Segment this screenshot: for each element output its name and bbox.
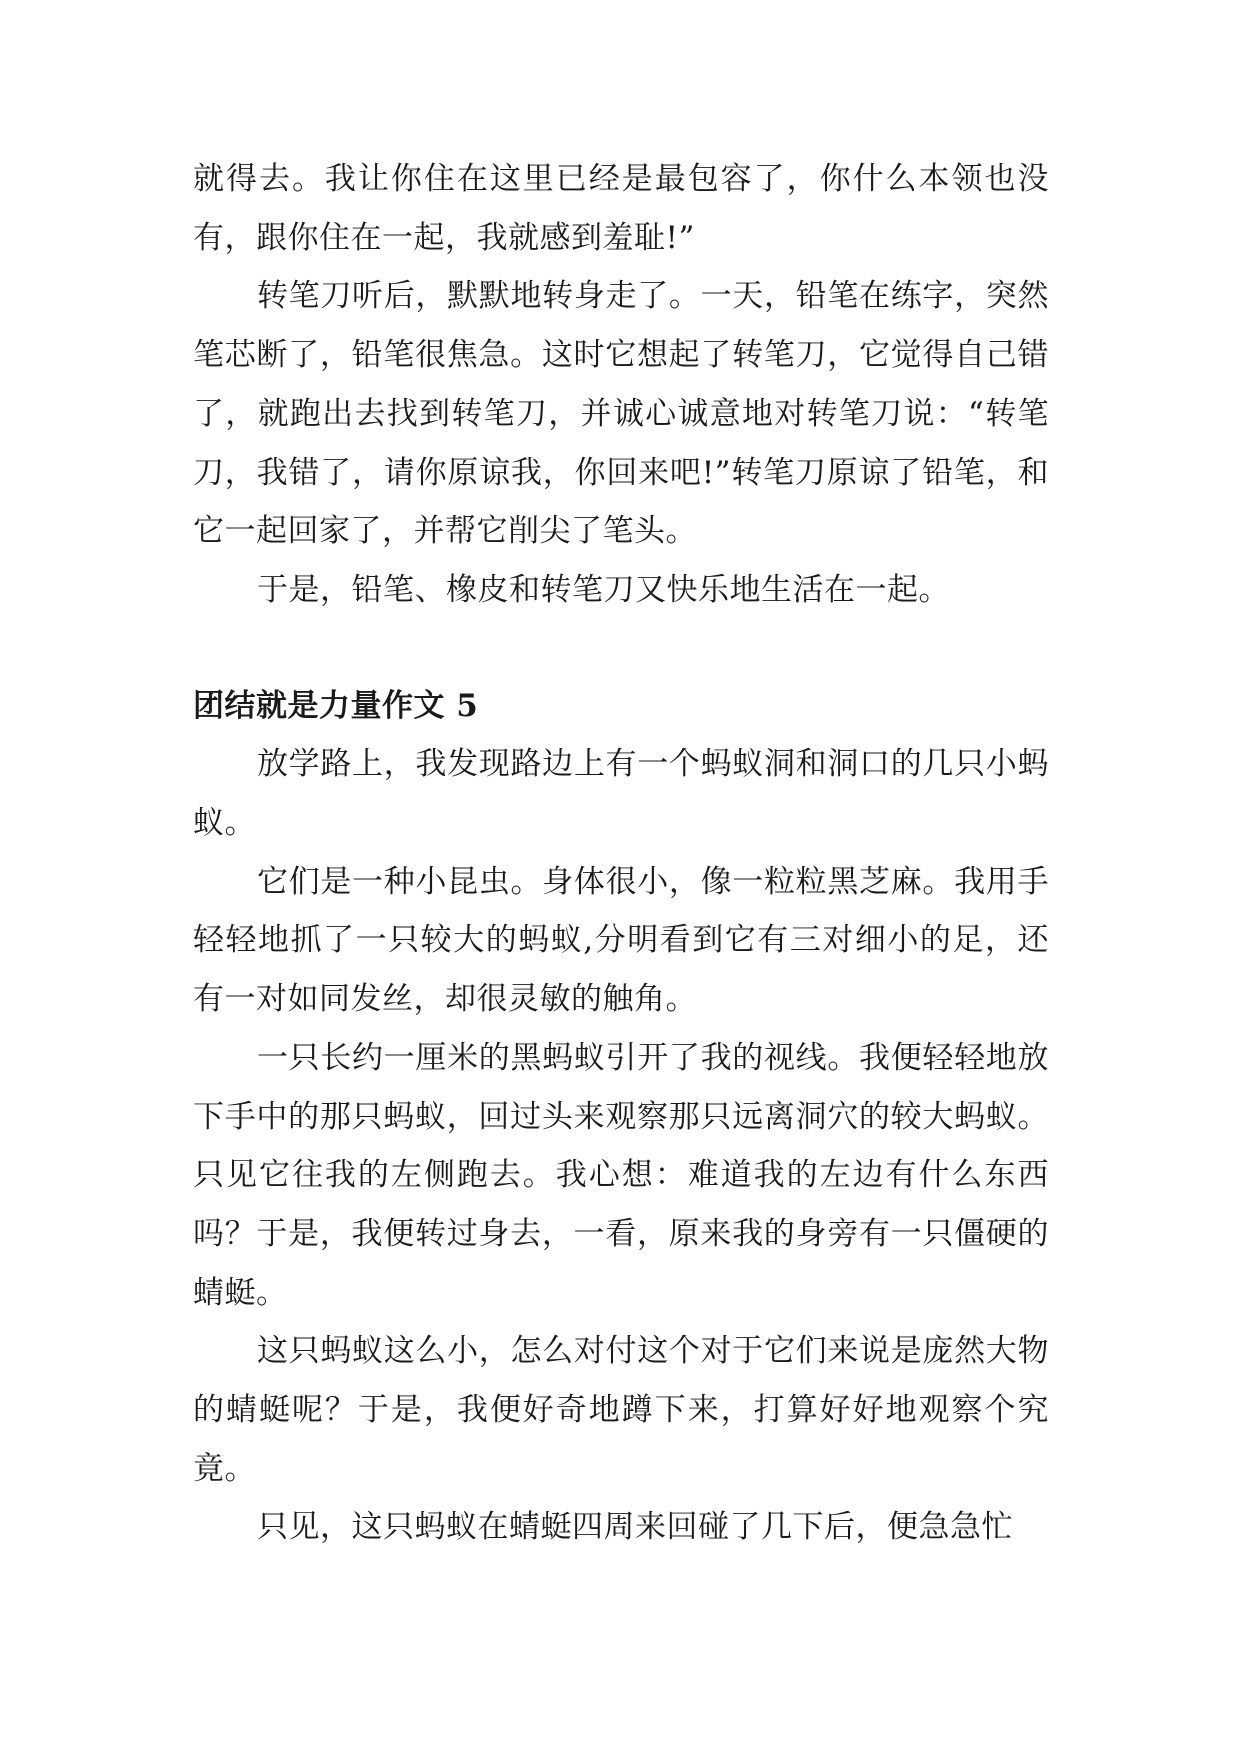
paragraph: 转笔刀听后，默默地转身走了。一天，铅笔在练字，突然笔芯断了，铅笔很焦急。这时它想起了转笔刀，它觉得自己错了，就跑出去找到转笔刀，并诚心诚意地对转笔刀说：“转笔刀，我错了，请你原谅我，你回来吧!”转笔刀原谅了铅笔，和它一起回家了，并帮它削尖了笔头。 <box>193 278 1049 550</box>
paragraph: 这只蚂蚁这么小，怎么对付这个对于它们来说是庞然大物的蜻蜓呢？于是，我便好奇地蹲下来，打算好好地观察个究竟。 <box>193 1333 1049 1487</box>
section-spacer <box>193 620 1049 677</box>
paragraph: 它们是一种小昆虫。身体很小，像一粒粒黑芝麻。我用手轻轻地抓了一只较大的蚂蚁,分明看到它有三对细小的足，还有一对如同发丝，却很灵敏的触角。 <box>193 863 1049 1018</box>
paragraph-continuation: 就得去。我让你住在这里已经是最包容了，你什么本领也没有，跟你住在一起，我就感到羞耻!” <box>193 161 1049 256</box>
essay-title: 团结就是力量作文 5 <box>193 687 479 724</box>
paragraph: 放学路上，我发现路边上有一个蚂蚁洞和洞口的几只小蚂蚁。 <box>193 746 1049 842</box>
paragraph: 只见，这只蚂蚁在蜻蜓四周来回碰了几下后，便急急忙 <box>257 1509 1013 1546</box>
paragraph: 于是，铅笔、橡皮和转笔刀又快乐地生活在一起。 <box>257 571 950 608</box>
paragraph: 一只长约一厘米的黑蚂蚁引开了我的视线。我便轻轻地放下手中的那只蚂蚁，回过头来观察那只远离洞穴的较大蚂蚁。只见它往我的左侧跑去。我心想：难道我的左边有什么东西吗？于是，我便转过身去，一看，原来我的身旁有一只僵硬的蜻蜓。 <box>193 1039 1049 1311</box>
document-body <box>193 150 1049 1557</box>
